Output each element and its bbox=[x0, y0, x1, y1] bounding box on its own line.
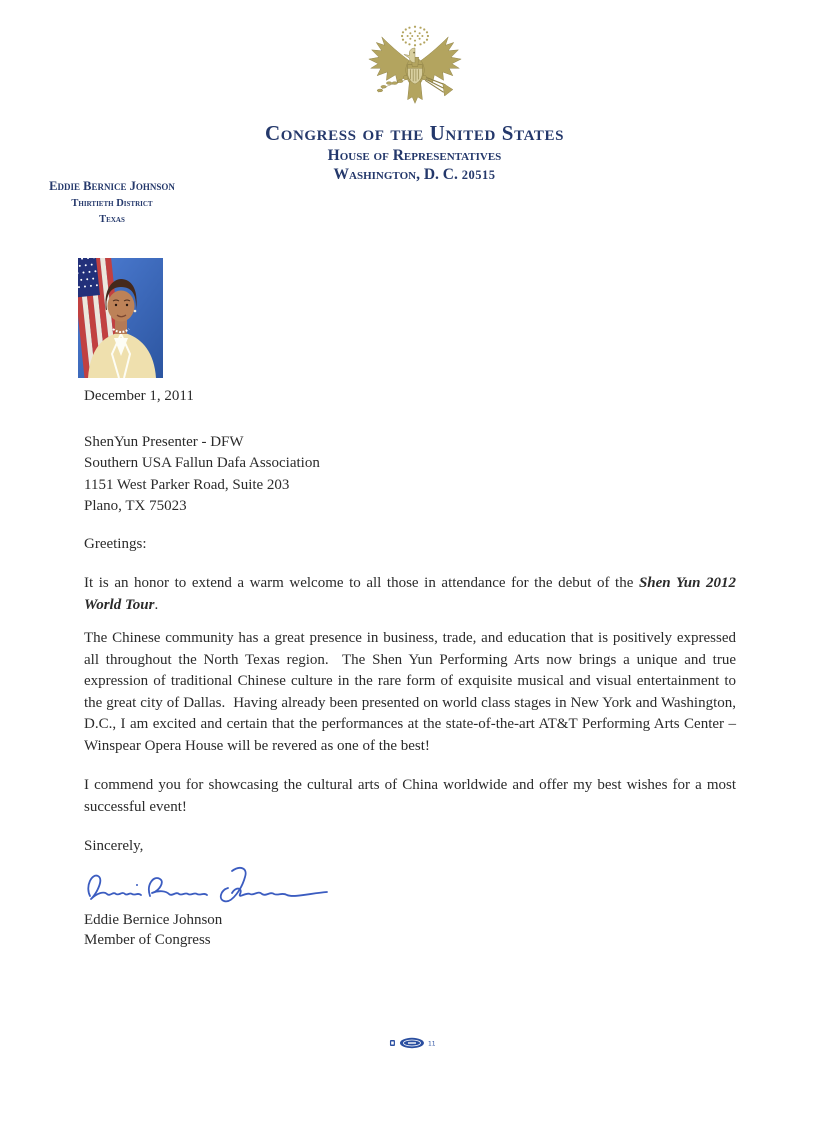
sender-name: Eddie Bernice Johnson bbox=[49, 179, 175, 193]
portrait-photo bbox=[78, 258, 163, 378]
letterhead-city-text: Washington, D. C. bbox=[333, 166, 458, 183]
letter-date: December 1, 2011 bbox=[84, 388, 194, 404]
letterhead-zip: 20515 bbox=[461, 168, 496, 182]
sender-block bbox=[26, 179, 198, 226]
recipient-line: Plano, TX 75023 bbox=[84, 498, 187, 514]
letter-body bbox=[84, 386, 740, 950]
great-seal-eagle-icon bbox=[359, 24, 471, 120]
recipient-address bbox=[84, 432, 736, 518]
letterhead bbox=[0, 121, 829, 185]
paragraph-1-emphasis: Shen Yun 2012 World Tour bbox=[84, 575, 740, 613]
sender-district: Thirtieth District bbox=[71, 198, 153, 209]
sender-state: Texas bbox=[99, 214, 125, 225]
letterhead-house-line: House of Representatives bbox=[327, 147, 502, 164]
salutation: Greetings: bbox=[84, 535, 147, 552]
paragraph-3: I commend you for showcasing the cultural arts of China worldwide and offer my best wishes for a most successful event! bbox=[84, 777, 740, 815]
signer-title: Member of Congress bbox=[84, 931, 211, 948]
union-printer-bug-icon bbox=[387, 1036, 439, 1050]
paragraph-2: The Chinese community has a great presence in business, trade, and education that is positively expressed all throughout the North Texas region. The Shen Yun Performing Arts now brings a unique and true expression of traditional Chinese culture in the rare form of exquisite musical and visual entertainment to the great city of Dallas. Having already been presented on world class stages in New York and Washington, D.C., I am excited and certain that the performances at the state-of-the-art AT&T Performing Arts Center – Winspear Opera House will be revered as one of the best! bbox=[84, 630, 740, 754]
closing: Sincerely, bbox=[84, 838, 144, 854]
signer-name: Eddie Bernice Johnson bbox=[84, 911, 223, 928]
letterhead-congress-line: Congress of the United States bbox=[264, 121, 565, 145]
paragraph-1-lead: It is an honor to extend a warm welcome to all those in attendance for the debut of the bbox=[84, 575, 639, 591]
paragraph-1 bbox=[84, 573, 740, 616]
recipient-line: Southern USA Fallun Dafa Association bbox=[84, 455, 320, 471]
paragraph-1-tail: . bbox=[154, 596, 159, 613]
signature-handwriting bbox=[80, 862, 332, 910]
stars-glory-icon bbox=[400, 26, 428, 47]
bug-number: 11 bbox=[427, 1040, 436, 1048]
recipient-line: ShenYun Presenter - DFW bbox=[84, 433, 244, 450]
recipient-line: 1151 West Parker Road, Suite 203 bbox=[84, 476, 290, 493]
